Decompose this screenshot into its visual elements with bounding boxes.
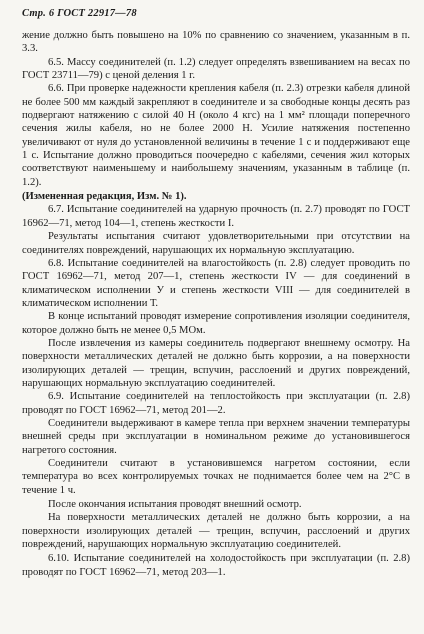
paragraph-p5: Результаты испытания считают удовлетворительными при отсутствии на соединителях повреждений, нарушающих их нормальную эксплуатацию. <box>22 231 410 256</box>
paragraph-p4: 6.7. Испытание соединителей на ударную прочность (п. 2.7) проводят по ГОСТ 16962—71, метод 104—1, степень жесткости I. <box>22 204 410 229</box>
paragraph-p10: Соединители выдерживают в камере тепла при верхнем значении температуры внешней среды при эксплуатации в номинальном режиме до установившегося нагретого состояния. <box>22 417 410 456</box>
paragraph-p12: После окончания испытания проводят внешний осмотр. <box>48 499 302 511</box>
paragraph-p6: 6.8. Испытание соединителей на влагостойкость (п. 2.8) следует проводить по ГОСТ 16962—71, метод 207—1, степень жесткости IV — для соединений в климатическом исполнении У и степень жесткости VIII — для соединителей в климатическом исполнении Т. <box>22 257 410 309</box>
paragraph-p8: После извлечения из камеры соединитель подвергают внешнему осмотру. На поверхности металлических деталей не должно быть коррозии, а на поверхности изолирующих деталей — трещин, вспучин, расслоений и других повреждений, нарушающих нормальную эксплуатацию соединителей. <box>22 337 410 389</box>
paragraph-p11: Соединители считают в установившемся нагретом состоянии, если температура во всех контролируемых точках не поднимается более чем на 2°С в течение 1 ч. <box>22 458 410 496</box>
paragraph-p7: В конце испытаний проводят измерение сопротивления изоляции соединителя, которое должно быть не менее 0,5 МОм. <box>22 311 410 336</box>
paragraph-p13: На поверхности металлических деталей не должно быть коррозии, а на поверхности изолирующих деталей — трещин, вспучин, расслоений и других повреждений, нарушающих нормальную эксплуатацию соединителей. <box>22 512 410 551</box>
paragraph-p2: 6.6. При проверке надежности крепления кабеля (п. 2.3) отрезки кабеля длиной не более 500 мм каждый закрепляют в соединителе и за свободные концы десять раз подвергают натяжению с силой 40 Н (около 4 кгс) на 1 мм² площади поперечного сечения жилы кабеля, но не более 2000 Н. Усилие натяжения постепенно увеличивают от нуля до установленной величины в течение 1 с и поддерживают еще 1 с. Испытание должно проводиться поочередно с кабелями, сечения жил которых соответствуют наименьшему и наибольшему значениям, указанным в таблице (п. 1.2). <box>22 83 410 188</box>
paragraph-p9: 6.9. Испытание соединителей на теплостойкость при эксплуатации (п. 2.8) проводят по ГОСТ 16962—71, метод 201—2. <box>22 391 410 416</box>
paragraph-p1: 6.5. Массу соединителей (п. 1.2) следует определять взвешиванием на весах по ГОСТ 23711—79) с ценой деления 1 г. <box>22 56 410 82</box>
paragraph-p0: жение должно быть повышено на 10% по сравнению со значением, указанным в п. 3.3. <box>22 30 410 55</box>
page-header: Стр. 6 ГОСТ 22917—78 <box>22 8 137 19</box>
document-body <box>22 29 410 579</box>
paragraph-p14: 6.10. Испытание соединителей на холодостойкость при эксплуатации (п. 2.8) проводят по ГОСТ 16962—71, метод 203—1. <box>22 553 410 578</box>
paragraph-p3: (Измененная редакция, Изм. № 1). <box>22 191 187 203</box>
